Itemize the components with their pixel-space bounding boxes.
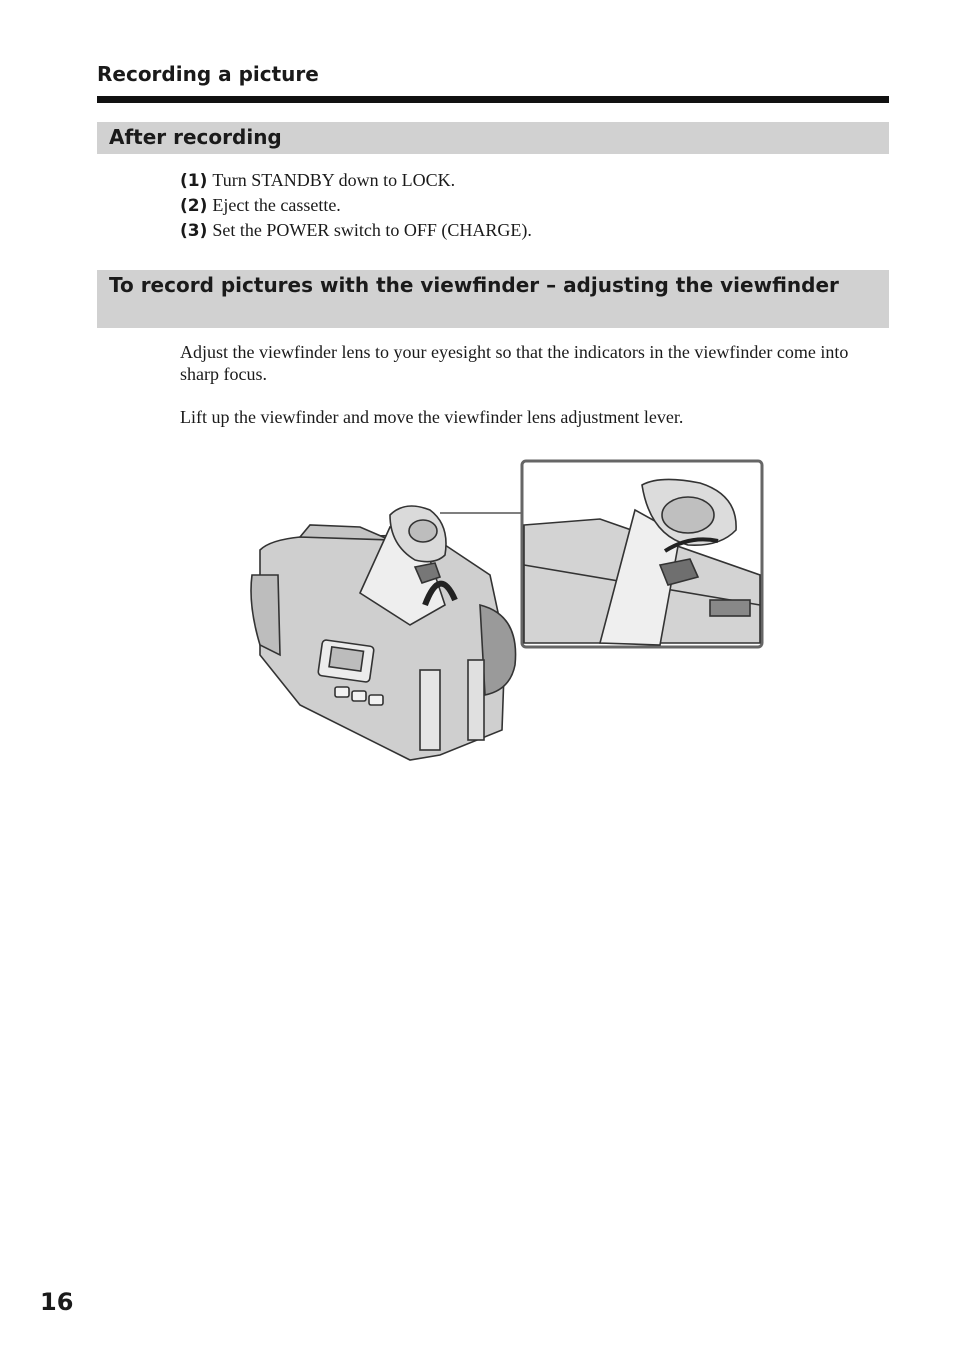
steps-list (180, 168, 532, 243)
camcorder-illustration (240, 455, 770, 765)
page-number: 16 (40, 1288, 74, 1316)
step-item (180, 168, 532, 193)
body-paragraph: Lift up the viewfinder and move the viewfinder lens adjustment lever. (180, 407, 684, 427)
step-text: Turn STANDBY down to LOCK. (212, 170, 456, 190)
body-paragraph: Adjust the viewfinder lens to your eyesight so that the indicators in the viewfinder come into sharp focus. (180, 342, 849, 384)
step-number: (2) (180, 196, 208, 216)
section-title-viewfinder: To record pictures with the viewfinder – adjusting the viewfinder (97, 270, 889, 328)
inset-detail (522, 461, 762, 647)
step-number: (1) (180, 171, 208, 191)
step-number: (3) (180, 221, 208, 241)
running-head: Recording a picture (97, 62, 319, 86)
header-rule (97, 96, 889, 103)
section-title-after-recording: After recording (97, 122, 889, 154)
step-item (180, 218, 532, 243)
step-text: Set the POWER switch to OFF (CHARGE). (212, 220, 532, 240)
step-item (180, 193, 532, 218)
step-text: Eject the cassette. (212, 195, 341, 215)
